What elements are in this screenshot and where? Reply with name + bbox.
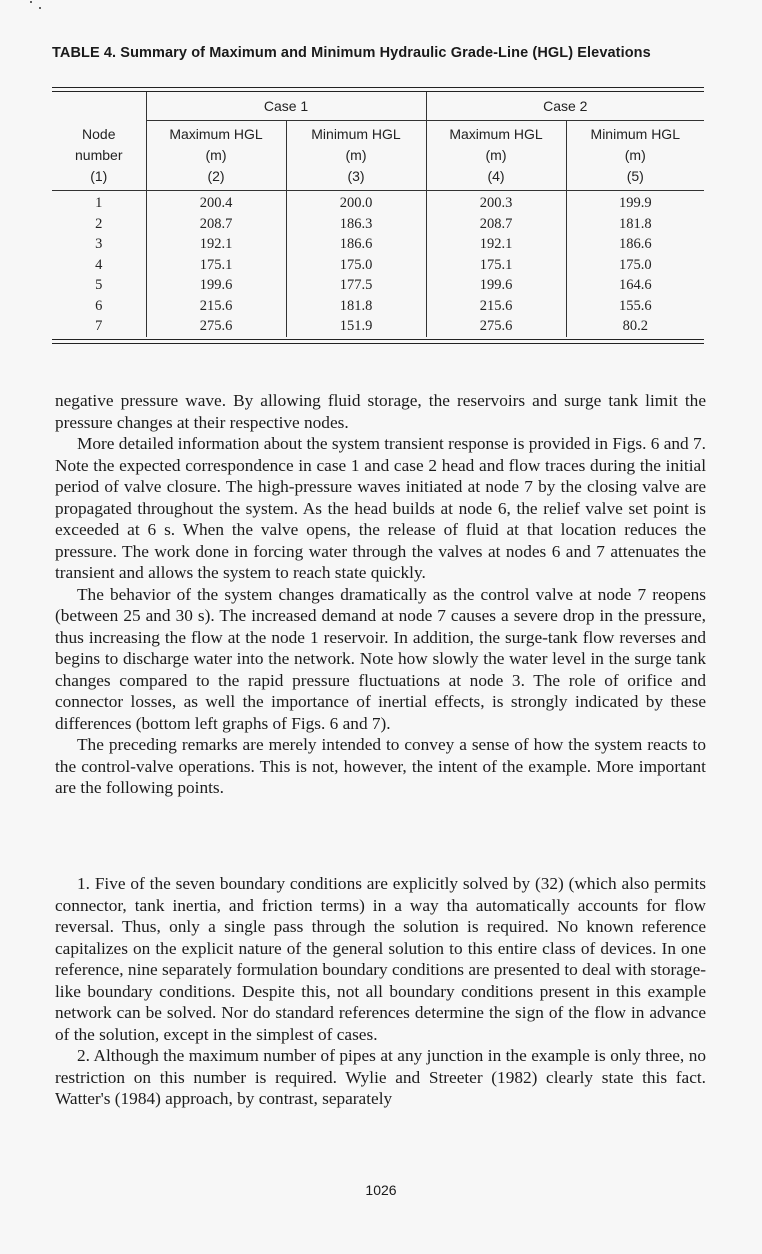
table-cell: 4 [95, 256, 103, 273]
col-header-case1-max: Maximum HGL (m) (2) [146, 121, 286, 191]
table-row [52, 296, 704, 317]
table-cell: 151.9 [286, 316, 426, 337]
table-cell: 200.3 [426, 191, 566, 214]
table-cell: 215.6 [426, 296, 566, 317]
paragraph: More detailed information about the system transient response is provided in Figs. 6 and 7. Note the expected correspondence in case 1 and case 2 head and flow traces during the initial period of valve closure. The high-pressure waves initiated at node 7 by the closing valve are propagated throughout the system. As the head builds at node 6, the relief valve set point is exceeded at 6 s. When the valve opens, the release of fluid at that location reduces the pressure. The work done in forcing water through the valves at nodes 6 and 7 attenuates the transient and allows the system to reach state quickly. [55, 434, 706, 582]
table-caption: TABLE 4. Summary of Maximum and Minimum Hydraulic Grade-Line (HGL) Elevations [52, 45, 651, 61]
table-cell: 208.7 [426, 214, 566, 235]
table-top-rule [52, 87, 704, 88]
table-cell: 2 [95, 215, 103, 232]
col-header-case1-min: Minimum HGL (m) (3) [286, 121, 426, 191]
table-cell: 5 [95, 277, 103, 293]
numbered-points [55, 873, 706, 1110]
corner-cell [52, 92, 146, 121]
paragraph: The preceding remarks are merely intended to convey a sense of how the system reacts to the control-valve operations. This is not, however, the intent of the example. More important are the following points. [55, 735, 706, 797]
scan-speck [39, 7, 41, 9]
table-cell: 275.6 [426, 316, 566, 337]
table-cell: 6 [95, 297, 103, 314]
table-cell: 175.0 [566, 255, 704, 276]
numbered-point: 1. Five of the seven boundary conditions are explicitly solved by (32) (which also permits connector, tank inertia, and friction terms) in a way tha automatically accounts for flow reversal. Thus, only a single pass through the solution is required. No known reference capitalizes on the explicit nature of the general solution to this entire class of devices. In one reference, nine separately formulation boundary conditions are presented to deal with storage-like boundary conditions. Despite this, not all boundary conditions present in this example network can be solved. Nor do standard references determine the sign of the flow in advance of the solution, except in the simplest of cases. [55, 874, 706, 1044]
table-row [52, 316, 704, 337]
table-cell: 186.6 [566, 234, 704, 255]
table-cell: 186.3 [286, 214, 426, 235]
table-row [52, 275, 704, 296]
table-row [52, 214, 704, 235]
table-cell: 181.8 [286, 296, 426, 317]
numbered-point: 2. Although the maximum number of pipes at any junction in the example is only three, no restriction on this number is required. Wylie and Streeter (1982) clearly state this fact. Watter's (1984) approach, by contrast, separately [55, 1046, 706, 1108]
table-cell: 200.0 [286, 191, 426, 214]
table-cell: 192.1 [146, 234, 286, 255]
col-header-case2-min: Minimum HGL (m) (5) [566, 121, 704, 191]
page-number: 1026 [365, 1182, 397, 1198]
table-cell: 199.6 [146, 275, 286, 296]
paragraph: The behavior of the system changes dramatically as the control valve at node 7 reopens (between 25 and 30 s). The increased demand at node 7 causes a severe drop in the pressure, thus increasing the flow at the node 1 reservoir. In addition, the surge-tank flow reverses and begins to discharge water into the network. Note how slowly the water level in the surge tank changes compared to the rapid pressure fluctuations at node 3. The role of orifice and connector losses, as well the importance of inertial effects, is strongly indicated by these differences (bottom left graphs of Figs. 6 and 7). [55, 584, 706, 733]
scan-speck [30, 1, 32, 3]
table-bottom-rule-2 [52, 343, 704, 344]
case-2-header: Case 2 [426, 92, 704, 121]
table-cell: 3 [95, 236, 103, 252]
col-header-node: Node number (1) [75, 125, 123, 184]
table-cell: 164.6 [566, 275, 704, 296]
table-row [52, 255, 704, 276]
col-header-case2-max: Maximum HGL (m) (4) [426, 121, 566, 191]
table-row [52, 234, 704, 255]
body-text [55, 390, 706, 799]
table-cell: 175.1 [426, 255, 566, 276]
table-cell: 177.5 [286, 275, 426, 296]
table-cell: 192.1 [426, 234, 566, 255]
table-cell: 215.6 [146, 296, 286, 317]
hgl-table-grid [52, 92, 704, 337]
table-cell: 175.0 [286, 255, 426, 276]
table-bottom-rule [52, 339, 704, 340]
table-cell: 80.2 [566, 316, 704, 337]
table-body [52, 191, 704, 337]
table-cell: 175.1 [146, 255, 286, 276]
table-cell: 186.6 [286, 234, 426, 255]
table-cell: 199.6 [426, 275, 566, 296]
table-cell: 155.6 [566, 296, 704, 317]
case-1-header: Case 1 [146, 92, 426, 121]
table-cell: 200.4 [146, 191, 286, 214]
table-cell: 199.9 [566, 191, 704, 214]
table-cell: 7 [95, 318, 103, 334]
table-cell: 275.6 [146, 316, 286, 337]
table-cell: 1 [95, 195, 103, 211]
hgl-table [52, 87, 704, 344]
table-cell: 208.7 [146, 214, 286, 235]
table-row [52, 191, 704, 214]
table-cell: 181.8 [566, 214, 704, 235]
paragraph: negative pressure wave. By allowing fluid storage, the reservoirs and surge tank limit the pressure changes at their respective nodes. [55, 391, 706, 432]
